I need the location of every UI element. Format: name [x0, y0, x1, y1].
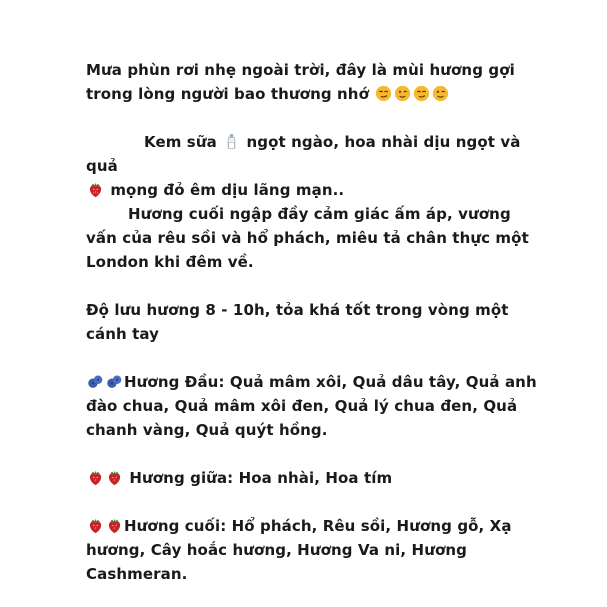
strawberry-icon	[87, 469, 104, 486]
base-notes-paragraph	[86, 514, 546, 586]
spacer	[86, 442, 546, 466]
spacer	[86, 490, 546, 514]
intro-paragraph	[86, 58, 546, 106]
description-part4: Hương cuối ngập đầy cảm giác ấm áp, vương vấn của rêu sồi và hổ phách, miêu tả chân thực một London khi đêm về.	[86, 205, 529, 271]
wink-face-icon	[432, 85, 449, 102]
wink-face-icon	[394, 85, 411, 102]
description-paragraph	[86, 130, 546, 274]
longevity-paragraph: Độ lưu hương 8 - 10h, tỏa khá tốt trong vòng một cánh tay	[86, 301, 509, 343]
smirk-face-icon	[375, 85, 392, 102]
middle-notes-text: Hương giữa: Hoa nhài, Hoa tím	[129, 469, 393, 487]
strawberry-icon	[106, 517, 123, 534]
post-text	[86, 58, 546, 586]
strawberry-icon	[87, 181, 104, 198]
blueberries-icon	[87, 373, 104, 390]
milk-bottle-icon	[223, 133, 240, 150]
base-notes-text: Hương cuối: Hổ phách, Rêu sồi, Hương gỗ, Xạ hương, Cây hoắc hương, Hương Va ni, Hương Cashmeran.	[86, 517, 512, 583]
smirk-face-icon	[413, 85, 430, 102]
middle-notes-paragraph	[86, 466, 546, 490]
strawberry-icon	[106, 469, 123, 486]
description-part2: ngọt ngào, hoa nhài dịu ngọt và quả	[86, 133, 521, 175]
spacer	[86, 274, 546, 298]
top-notes-text: Hương Đầu: Quả mâm xôi, Quả dâu tây, Quả anh đào chua, Quả mâm xôi đen, Quả lý chua đen, Quả chanh vàng, Quả quýt hồng.	[86, 373, 537, 439]
spacer	[86, 346, 546, 370]
strawberry-icon	[87, 517, 104, 534]
intro-text: Mưa phùn rơi nhẹ ngoài trời, đây là mùi hương gợi trong lòng người bao thương nhớ	[86, 61, 515, 103]
blueberries-icon	[106, 373, 123, 390]
description-part1: Kem sữa	[144, 133, 217, 151]
description-part3: mọng đỏ êm dịu lãng mạn..	[110, 181, 345, 199]
top-notes-paragraph	[86, 370, 546, 442]
spacer	[86, 106, 546, 130]
